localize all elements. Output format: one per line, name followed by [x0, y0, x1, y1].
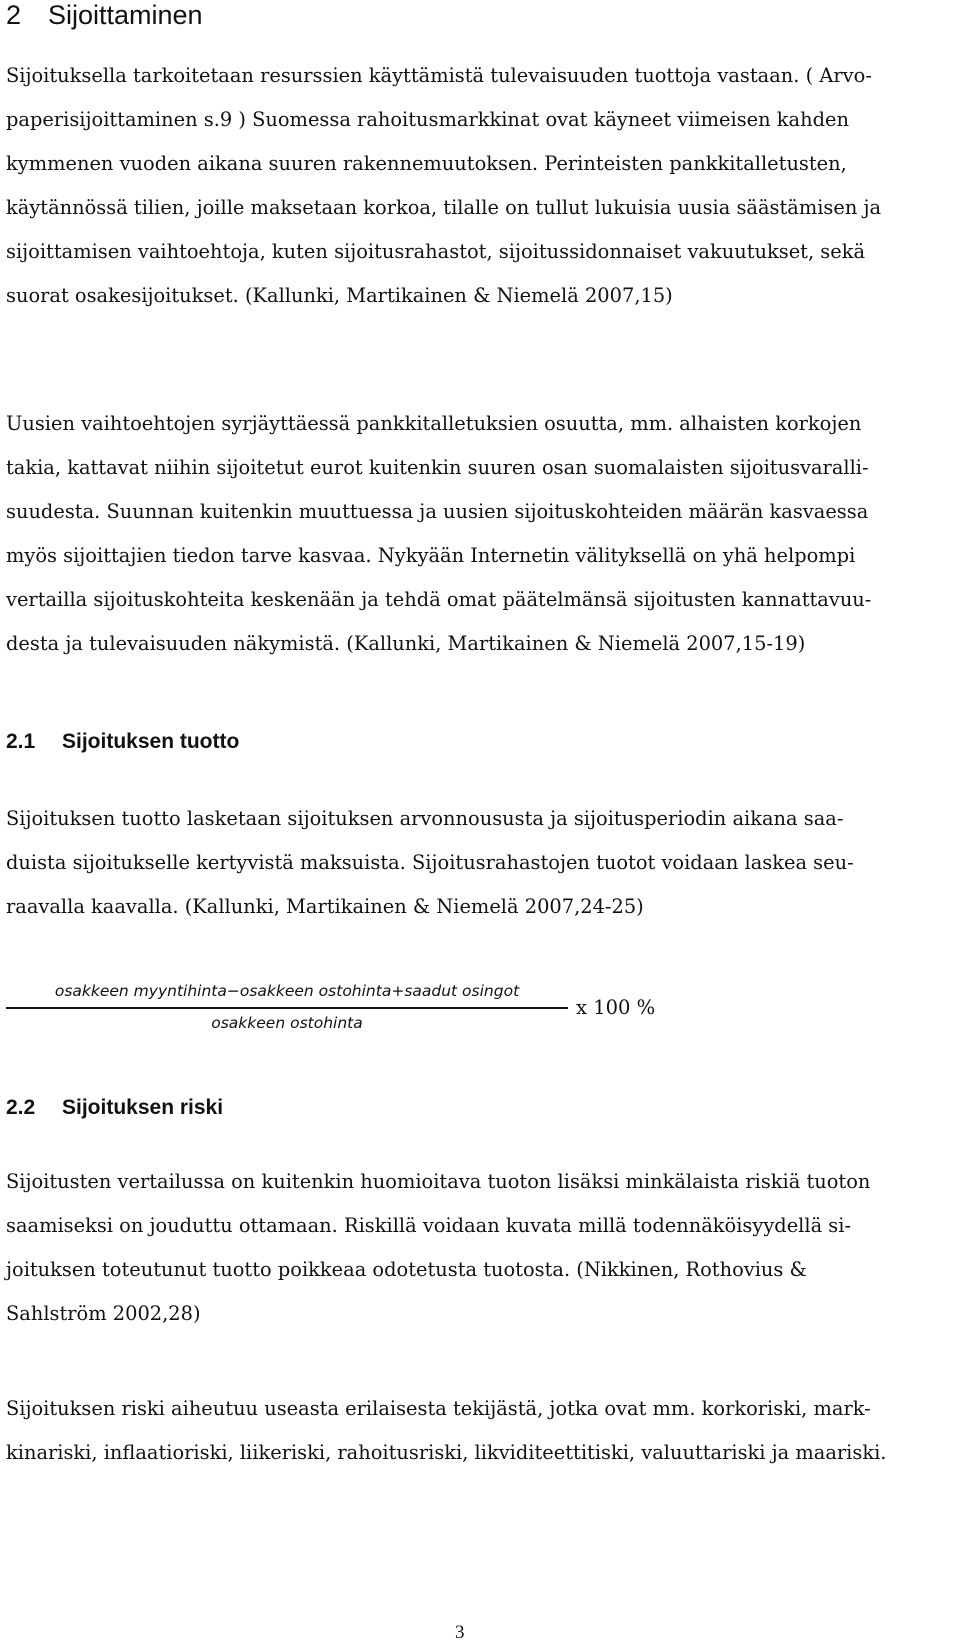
formula-numerator: osakkeen myyntihinta−osakkeen ostohinta+saadut osingot: [54, 982, 520, 1000]
text-line: desta ja tulevaisuuden näkymistä. (Kallunki, Martikainen & Niemelä 2007,15-19): [6, 632, 806, 655]
text-line: Sijoituksella tarkoitetaan resurssien käyttämistä tulevaisuuden tuottoja vastaan. ( Arvo-: [6, 64, 872, 87]
chapter-title: Sijoittaminen: [48, 0, 203, 30]
chapter-heading: [6, 0, 203, 31]
formula-multiplier: x 100 %: [576, 996, 656, 1019]
text-line: Sijoituksen riski aiheutuu useasta erilaisesta tekijästä, jotka ovat mm. korkoriski, mark-: [6, 1397, 871, 1420]
text-line: suudesta. Suunnan kuitenkin muuttuessa ja uusien sijoituskohteiden määrän kasvaessa: [6, 500, 869, 523]
fraction-bar: [6, 1007, 568, 1009]
text-line: myös sijoittajien tiedon tarve kasvaa. Nykyään Internetin välityksellä on yhä helpompi: [6, 544, 856, 567]
text-line: takia, kattavat niihin sijoitetut eurot kuitenkin suuren osan suomalaisten sijoitusvaralli-: [6, 456, 869, 479]
chapter-number: 2: [6, 0, 22, 30]
text-line: kymmenen vuoden aikana suuren rakennemuutoksen. Perinteisten pankkitalletusten,: [6, 152, 847, 175]
section-heading-2-1: [6, 730, 239, 754]
text-line: Sahlström 2002,28): [6, 1302, 201, 1325]
text-line: paperisijoittaminen s.9 ) Suomessa rahoitusmarkkinat ovat käyneet viimeisen kahden: [6, 108, 849, 131]
section-2-2-paragraph-1: [6, 1160, 926, 1336]
text-line: joituksen toteutunut tuotto poikkeaa odotetusta tuotosta. (Nikkinen, Rothovius &: [6, 1258, 807, 1281]
second-paragraph: [6, 402, 926, 666]
section-title: Sijoituksen riski: [62, 1096, 224, 1119]
text-line: sijoittamisen vaihtoehtoja, kuten sijoitusrahastot, sijoitussidonnaiset vakuutukset, sekä: [6, 240, 866, 263]
page-number: 3: [455, 1622, 465, 1643]
text-line: vertailla sijoituskohteita keskenään ja tehdä omat päätelmänsä sijoitusten kannattavuu-: [6, 588, 872, 611]
text-line: suorat osakesijoitukset. (Kallunki, Martikainen & Niemelä 2007,15): [6, 284, 673, 307]
text-line: duista sijoitukselle kertyvistä maksuista. Sijoitusrahastojen tuotot voidaan laskea seu-: [6, 851, 854, 874]
text-line: käytännössä tilien, joille maksetaan korkoa, tilalle on tullut lukuisia uusia säästämisen ja: [6, 196, 882, 219]
section-2-2-paragraph-2: [6, 1387, 926, 1475]
section-number: 2.1: [6, 730, 36, 753]
text-line: Sijoitusten vertailussa on kuitenkin huomioitava tuoton lisäksi minkälaista riskiä tuoton: [6, 1170, 871, 1193]
text-line: saamiseksi on jouduttu ottamaan. Riskillä voidaan kuvata millä todennäköisyydellä si-: [6, 1214, 852, 1237]
section-number: 2.2: [6, 1096, 36, 1119]
section-title: Sijoituksen tuotto: [62, 730, 240, 753]
text-line: Uusien vaihtoehtojen syrjäyttäessä pankkitalletuksien osuutta, mm. alhaisten korkojen: [6, 412, 862, 435]
section-heading-2-2: [6, 1096, 223, 1120]
section-2-1-paragraph: [6, 797, 926, 929]
text-line: Sijoituksen tuotto lasketaan sijoituksen arvonnoususta ja sijoitusperiodin aikana saa-: [6, 807, 844, 830]
intro-paragraph: [6, 54, 926, 318]
text-line: raavalla kaavalla. (Kallunki, Martikainen & Niemelä 2007,24-25): [6, 895, 644, 918]
formula-denominator: osakkeen ostohinta: [211, 1014, 363, 1032]
text-line: kinariski, inflaatioriski, liikeriski, rahoitusriski, likviditeettitiski, valuuttariski ja maariski.: [6, 1441, 887, 1464]
